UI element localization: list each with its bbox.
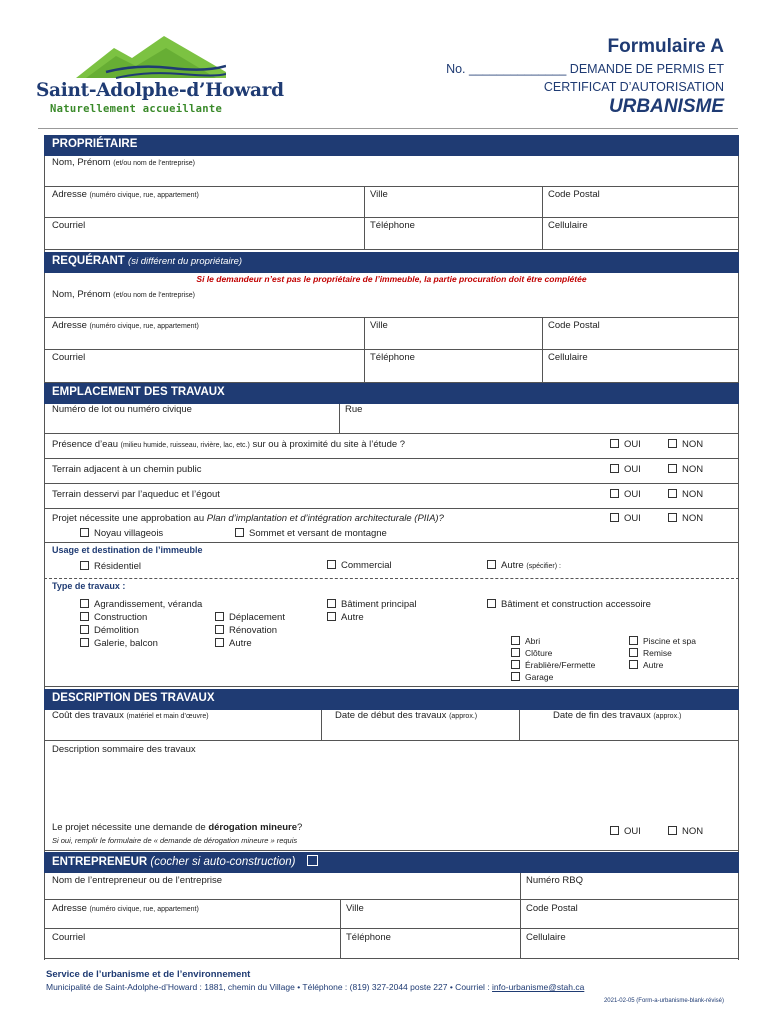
logo-tagline: Naturellement accueillante [50,103,223,115]
divider [520,900,521,929]
usage-autre-checkbox[interactable]: Autre (spécifier) : [487,560,561,571]
chemin-row [44,459,739,484]
usage-title: Usage et destination de l’immeuble [52,545,203,555]
checkbox-icon [629,648,638,657]
aqueduc-oui-checkbox[interactable]: OUI [610,489,641,500]
checkbox-icon [668,489,677,498]
date-debut-field[interactable]: Date de début des travaux (approx.) [335,710,478,721]
piscine-checkbox[interactable]: Piscine et spa [629,636,696,646]
checkbox-icon [511,636,520,645]
piia-row [44,509,739,543]
checkbox-icon [327,560,336,569]
cloture-checkbox[interactable]: Clôture [511,648,552,658]
divider [542,350,543,383]
entrepreneur-adresse-field[interactable]: Adresse (numéro civique, rue, appartement) [52,903,199,914]
requerant-cellulaire-field[interactable]: Cellulaire [548,352,588,363]
divider [542,218,543,250]
section-title: ENTREPRENEUR [52,856,148,868]
checkbox-icon [327,612,336,621]
type-autre-checkbox[interactable]: Autre [215,638,252,649]
sommet-checkbox[interactable]: Sommet et versant de montagne [235,528,387,539]
section-title: DESCRIPTION DES TRAVAUX [52,692,215,704]
proprietaire-adresse-field[interactable] [52,189,199,200]
checkbox-icon [80,561,89,570]
noyau-checkbox[interactable]: Noyau villageois [80,528,163,539]
commercial-checkbox[interactable]: Commercial [327,560,392,571]
requerant-adresse-field[interactable] [52,320,199,331]
divider [339,404,340,434]
logo [36,34,284,116]
divider [364,187,365,218]
galerie-checkbox[interactable]: Galerie, balcon [80,638,158,649]
rbq-field[interactable]: Numéro RBQ [526,875,584,886]
entrepreneur-ville-field[interactable]: Ville [346,903,364,914]
derogation-note: Si oui, remplir le formulaire de « demande de dérogation mineure » requis [52,836,298,845]
proprietaire-cellulaire-field[interactable]: Cellulaire [548,220,588,231]
section-title: REQUÉRANT [52,255,125,267]
checkbox-icon [610,513,619,522]
checkbox-icon [668,464,677,473]
entrepreneur-nom-field[interactable]: Nom de l’entrepreneur ou de l’entreprise [52,875,223,886]
residentiel-checkbox[interactable]: Résidentiel [80,561,141,572]
checkbox-icon [327,599,336,608]
certificat-line: CERTIFICAT D’AUTORISATION [543,80,724,94]
section-proprietaire-header [44,135,739,156]
proprietaire-contact-row [44,218,739,250]
requerant-courriel-field[interactable]: Courriel [52,352,86,363]
usage-section [44,543,739,579]
checkbox-icon [511,672,520,681]
checkbox-icon [80,599,89,608]
renovation-checkbox[interactable]: Rénovation [215,625,277,636]
requerant-telephone-field[interactable]: Téléphone [370,352,415,363]
footer-service: Service de l’urbanisme et de l’environnement [46,969,251,980]
checkbox-icon [487,599,496,608]
field-note: (numéro civique, rue, appartement) [89,323,199,330]
section-title: EMPLACEMENT DES TRAVAUX [52,386,225,398]
checkbox-icon [215,612,224,621]
chemin-oui-checkbox[interactable]: OUI [610,464,641,475]
checkbox-icon [629,660,638,669]
divider [520,929,521,959]
requerant-code-postal-field[interactable]: Code Postal [548,320,600,331]
field-label: Adresse [52,189,87,200]
deplacement-checkbox[interactable]: Déplacement [215,612,285,623]
requerant-warning: Si le demandeur n’est pas le propriétaire de l’immeuble, la partie procuration doit être complétée [196,274,587,284]
checkbox-icon [610,464,619,473]
cout-field[interactable]: Coût des travaux (matériel et main d’œuvre) [52,710,209,721]
form-category: URBANISME [608,96,724,117]
divider [519,710,520,741]
footer-version: 2021-02-05 (Form-a-urbanisme-blank-révisé) [603,998,724,1004]
checkbox-icon [80,625,89,634]
rue-field[interactable]: Rue [345,404,363,415]
divider [364,350,365,383]
piia-non-checkbox[interactable]: NON [668,513,703,524]
checkbox-icon [668,513,677,522]
derogation-non-checkbox[interactable]: NON [668,826,703,837]
entrepreneur-courriel-field[interactable]: Courriel [52,932,86,943]
checkbox-icon [629,636,638,645]
field-label: Nom, Prénom [52,289,111,300]
footer-email-link[interactable]: info-urbanisme@stah.ca [492,982,585,992]
logo-name: Saint-Adolphe-d’Howard [36,80,284,101]
section-requerant-header [44,252,739,273]
proprietaire-code-postal-field[interactable]: Code Postal [548,189,600,200]
types-section [44,579,739,687]
proprietaire-ville-field[interactable]: Ville [370,189,388,200]
proprietaire-courriel-field[interactable]: Courriel [52,220,86,231]
section-entrepreneur-header [44,852,739,873]
types-title: Type de travaux : [52,581,126,591]
checkbox-icon [610,489,619,498]
agrandissement-checkbox[interactable]: Agrandissement, véranda [80,599,202,610]
question-suffix: sur ou à proximité du site à l’étude ? [252,439,406,450]
divider [321,710,322,741]
aqueduc-row [44,484,739,509]
date-fin-field[interactable]: Date de fin des travaux (approx.) [553,710,682,721]
proprietaire-address-row [44,187,739,218]
question-label: Terrain adjacent à un chemin public [52,464,202,475]
footer-address: Municipalité de Saint-Adolphe-d’Howard : 1881, chemin du Village • Téléphone : (819) 327-2044 poste 227 • Courriel : info-urbanisme@stah.ca [46,982,585,992]
requerant-contact-row [44,350,739,383]
checkbox-icon [235,528,244,537]
form-title: Formulaire A [607,36,724,57]
derogation-row: Le projet nécessite une demande de dérogation mineure? Si oui, remplir le formulaire de « demande de dérogation mineure » requis OUI NON [44,820,739,851]
eau-row [44,434,739,459]
description-sommaire-field[interactable] [44,741,739,820]
eau-non-checkbox[interactable]: NON [668,439,703,450]
checkbox-icon [668,826,677,835]
question-bold: dérogation mineure [208,822,298,833]
construction-checkbox[interactable]: Construction [80,612,147,623]
checkbox-icon [215,638,224,647]
question-italic: Plan d’implantation et d’intégration architecturale (PIIA)? [206,513,444,524]
chemin-non-checkbox[interactable]: NON [668,464,703,475]
emplacement-lot-row [44,404,739,434]
divider [364,318,365,350]
requerant-nom-field[interactable] [44,288,739,318]
question-note: (milieu humide, ruisseau, rivière, lac, etc.) [120,442,250,449]
requerant-address-row [44,318,739,350]
checkbox-icon [610,826,619,835]
checkbox-icon [511,648,520,657]
auto-construction-checkbox[interactable] [307,855,318,866]
description-dates-row [44,710,739,741]
field-label: Adresse [52,320,87,331]
question-label: Terrain desservi par l’aqueduc et l’égout [52,489,220,500]
entrepreneur-address-row [44,900,739,929]
field-label: Description sommaire des travaux [52,744,196,755]
checkbox-icon [80,638,89,647]
divider [364,218,365,250]
section-title: PROPRIÉTAIRE [52,138,138,150]
checkbox-icon [511,660,520,669]
checkbox-icon [610,439,619,448]
entrepreneur-cellulaire-field[interactable]: Cellulaire [526,932,566,943]
question-label: Le projet nécessite une demande de [52,822,206,833]
header-divider [38,128,738,129]
garage-checkbox[interactable]: Garage [511,672,553,682]
section-description-header [44,689,739,710]
entrepreneur-telephone-field[interactable]: Téléphone [346,932,391,943]
requerant-ville-field[interactable]: Ville [370,320,388,331]
aqueduc-non-checkbox[interactable]: NON [668,489,703,500]
erabliere-checkbox[interactable]: Érablière/Fermette [511,660,595,670]
form-number-line: No. ______________ DEMANDE DE PERMIS ET [446,62,724,76]
entrepreneur-contact-row [44,929,739,959]
field-label: Nom, Prénom [52,157,111,168]
divider [542,318,543,350]
derogation-oui-checkbox[interactable]: OUI [610,826,641,837]
abri-checkbox[interactable]: Abri [511,636,540,646]
divider [520,873,521,900]
eau-oui-checkbox[interactable]: OUI [610,439,641,450]
checkbox-icon [668,439,677,448]
mountain-logo-icon [76,34,226,80]
piia-oui-checkbox[interactable]: OUI [610,513,641,524]
accessoire-autre-checkbox[interactable]: Autre [629,660,663,670]
question-label: Projet nécessite une approbation au [52,513,205,524]
divider [542,187,543,218]
demolition-checkbox[interactable]: Démolition [80,625,139,636]
checkbox-icon [80,528,89,537]
batiment-principal-checkbox[interactable]: Bâtiment principal [327,599,417,610]
checkbox-icon [215,625,224,634]
checkbox-icon [487,560,496,569]
proprietaire-nom-field[interactable] [44,156,739,187]
lot-field[interactable]: Numéro de lot ou numéro civique [52,404,192,415]
batiment-autre-checkbox[interactable]: Autre [327,612,364,623]
question-label: Présence d’eau [52,439,119,450]
entrepreneur-code-postal-field[interactable]: Code Postal [526,903,578,914]
entrepreneur-nom-row [44,873,739,900]
section-emplacement-header [44,383,739,404]
field-note: (numéro civique, rue, appartement) [89,192,199,199]
section-note: (cocher si auto-construction) [150,856,296,868]
checkbox-icon [80,612,89,621]
proprietaire-telephone-field[interactable]: Téléphone [370,220,415,231]
section-note: (si différent du propriétaire) [128,256,243,267]
accessoire-checkbox[interactable]: Bâtiment et construction accessoire [487,599,651,610]
remise-checkbox[interactable]: Remise [629,648,672,658]
field-note: (et/ou nom de l’entreprise) [113,292,195,299]
divider [340,929,341,959]
divider [340,900,341,929]
field-note: (et/ou nom de l’entreprise) [113,160,195,167]
